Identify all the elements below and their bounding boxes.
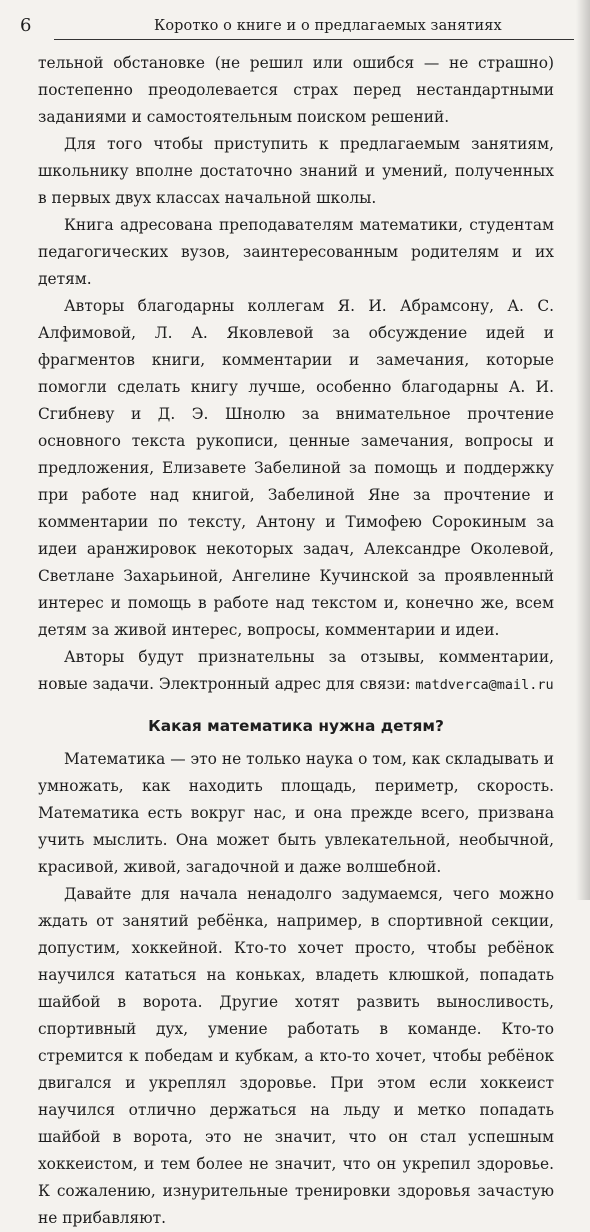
page-header xyxy=(14,14,574,38)
acknowledgements-paragraph: Авторы благодарны коллегам Я. И. Абрамсону, А. С. Алфимовой, Л. А. Яковлевой за обсуждение идей и фрагментов книги, комментарии и замечания, которые помогли сделать книгу лучше, особенно благодарны А. И. Сгибневу и Д. Э. Шнолю за внимательное прочтение основного текста рукописи, ценные замечания, вопросы и предложения, Елизавете Забелиной за помощь и поддержку при работе над книгой, Забелиной Яне за прочтение и комментарии по тексту, Антону и Тимофею Сорокиным за идеи аранжировок некоторых задач, Александре Околевой, Светлане Захарьиной, Ангелине Кучинской за проявленный интерес и помощь в работе над текстом и, конечно же, всем детям за живой интерес, вопросы, комментарии и идеи. xyxy=(38,297,554,639)
section-heading: Какая математика нужна детям? xyxy=(148,717,444,735)
header-rule xyxy=(54,39,574,40)
intro-paragraph-2: Для того чтобы приступить к предлагаемым занятиям, школьнику вполне достаточно знаний и умений, полученных в первых двух классах начальной школы. xyxy=(38,135,554,207)
intro-paragraph-3: Книга адресована преподавателям математики, студентам педагогических вузов, заинтересованным родителям и их детям. xyxy=(38,216,554,288)
contact-paragraph xyxy=(38,644,554,699)
contact-email: matdverca@mail.ru xyxy=(415,677,554,693)
page-edge-shadow xyxy=(576,0,590,900)
section-paragraph-1: Математика — это не только наука о том, как складывать и умножать, как находить площадь, периметр, скорость. Математика есть вокруг нас, и она прежде всего, призвана учить мыслить. Она может быть увлекательной, необычной, красивой, живой, загадочной и даже волшебной. xyxy=(38,750,554,876)
page-body xyxy=(38,50,554,1232)
running-title: Коротко о книге и о предлагаемых занятиях xyxy=(154,18,502,34)
contact-text: Авторы будут признательны за отзывы, комментарии, новые задачи. Электронный адрес для связи: xyxy=(38,648,554,693)
section-paragraph-2: Давайте для начала ненадолго задумаемся, чего можно ждать от занятий ребёнка, например, в спортивной секции, допустим, хоккейной. Кто-то хочет просто, чтобы ребёнок научился кататься на коньках, владеть клюшкой, попадать шайбой в ворота. Другие хотят развить выносливость, спортивный дух, умение работать в команде. Кто-то стремится к победам и кубкам, а кто-то хочет, чтобы ребёнок двигался и укреплял здоровье. При этом если хоккеист научился отлично держаться на льду и метко попадать шайбой в ворота, это не значит, что он стал успешным хоккеистом, и тем более не значит, что он укрепил здоровье. К сожалению, изнурительные тренировки здоровья зачастую не прибавляют. xyxy=(38,885,554,1227)
page-number: 6 xyxy=(20,15,32,36)
intro-paragraph-1: тельной обстановке (не решил или ошибся — не страшно) постепенно преодолевается страх перед нестандартными заданиями и самостоятельным поиском решений. xyxy=(38,54,554,126)
